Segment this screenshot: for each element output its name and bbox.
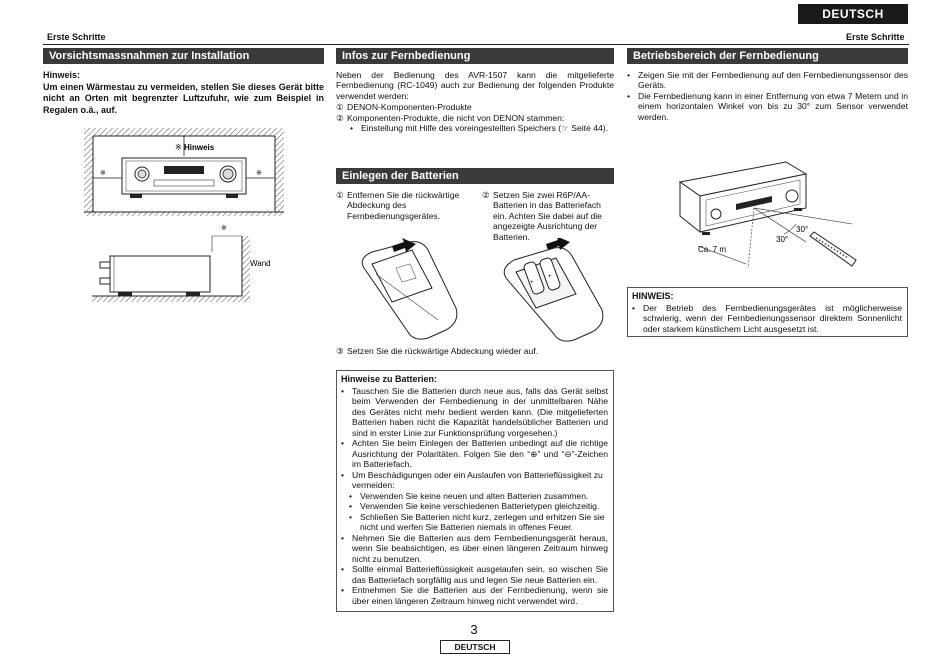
- section-label-left: Erste Schritte: [47, 32, 106, 42]
- operating-note-box: [627, 287, 908, 337]
- svg-text:+: +: [548, 274, 552, 280]
- list-item: • Um Beschädigungen oder ein Auslaufen von Batterieflüssigkeit zu vermeiden:: [341, 469, 603, 491]
- hinweis-text: Um einen Wärmestau zu vermeiden, stellen Sie dieses Gerät bitte nicht an Orten mit begrenzter Luftzufuhr, wie zum Beispiel in Regalen o.ä., auf.: [43, 81, 324, 115]
- language-tab: DEUTSCH: [798, 4, 908, 24]
- section-label-right: Erste Schritte: [846, 32, 905, 42]
- list-item: • Zeigen Sie mit der Fernbedienung auf den Fernbedienungssensor des Geräts.: [627, 70, 908, 91]
- mark-top: ※: [175, 143, 182, 152]
- wand-label: Wand: [250, 259, 271, 268]
- header-rule: [43, 44, 909, 45]
- installation-diagram-side: [92, 222, 272, 306]
- mark-side: ※: [221, 225, 227, 232]
- battery-step-1: ① Entfernen Sie die rückwärtige Abdeckung des Fernbedienungsgerätes.: [336, 190, 460, 221]
- sub-list-item: • Einstellung mit Hilfe des voreingestellten Speichers (☞ Seite 44).: [350, 123, 609, 134]
- list-item: • Tauschen Sie die Batterien durch neue aus, falls das Gerät selbst beim Verwenden der Fernbedienung in der unmittelbaren Nähe des Gerätes nicht mehr bedient werden kann. (Die mitgelieferten Batterien haben nicht die Kapazität handelsüblicher Batterien und sind in erster Linie zur Funktionsprüfung vorgesehen.): [341, 385, 608, 438]
- fig-hinweis-label: Hinweis: [184, 143, 215, 152]
- list-item: • Achten Sie beim Einlegen der Batterien unbedingt auf die richtige Ausrichtung der Polaritäten. Folgen Sie den “⊕” und “⊖”-Zeichen im Batteriefach.: [341, 438, 608, 470]
- distance-label: Ca. 7 m: [698, 245, 727, 254]
- mark-left: ※: [100, 170, 106, 177]
- list-item: • Nehmen Sie die Batterien aus dem Fernbedienungsgerät heraus, wenn Sie beabsichtigen, es über einen längeren Zeitraum hinweg nicht zu benutzen.: [341, 532, 608, 564]
- installation-diagram-top: [84, 128, 284, 220]
- remote-battery-illustration: [492, 238, 614, 342]
- list-item: • Der Betrieb des Fernbedienungsgerätes ist möglicherweise schwierig, wenn der Fernbedienungssensor direktem Sonnenlicht oder starkem künstlichem Licht ausgesetzt ist.: [632, 302, 902, 334]
- battery-step-2: ② Setzen Sie zwei R6P/AA-Batterien in das Batteriefach ein. Achten Sie dabei auf die angezeigte Ausrichtung der Batterien.: [482, 190, 602, 242]
- list-item: ② Komponenten-Produkte, die nicht von DENON stammen:: [336, 112, 565, 123]
- list-item: • Entnehmen Sie die Batterien aus der Fernbedienung, wenn sie über einen längeren Zeitraum hinweg nicht verwendet wird.: [341, 585, 608, 606]
- remote-intro: Neben der Bedienung des AVR-1507 kann die mitgelieferte Fernbedienung (RC-1049) auch zur Bedienung der folgenden Produkte verwendet werden:: [336, 70, 614, 101]
- remote-info: [336, 70, 614, 134]
- operating-range-diagram: [676, 160, 866, 278]
- heading-installation: Vorsichtsmassnahmen zur Installation: [43, 48, 324, 64]
- mark-right: ※: [256, 170, 262, 177]
- list-item: • Sollte einmal Batterieflüssigkeit ausgelaufen sein, so wischen Sie das Batteriefach sorgfältig aus und legen Sie neue Batterien ein.: [341, 564, 608, 585]
- remote-cover-illustration: [348, 238, 468, 342]
- sub-list-item: • Verwenden Sie keine neuen und alten Batterien zusammen.: [349, 490, 589, 501]
- angle-label-2: 30°: [776, 235, 789, 244]
- sub-list-item: • Verwenden Sie keine verschiedenen Batterietypen gleichzeitig.: [349, 501, 600, 512]
- hinweis-title: Hinweis:: [43, 70, 81, 80]
- svg-text:+: +: [530, 280, 534, 286]
- sub-list-item: • Schließen Sie Batterien nicht kurz, zerlegen und erhitzen Sie sie nicht und werfen Sie Batterien niemals in offenes Feuer.: [349, 511, 605, 533]
- heading-remote-info: Infos zur Fernbedienung: [336, 48, 614, 64]
- battery-notes-title: Hinweise zu Batterien:: [341, 374, 438, 384]
- operating-note-title: HINWEIS:: [632, 291, 674, 301]
- footer-language-tab: DEUTSCH: [440, 640, 510, 654]
- battery-step-3: ③ Setzen Sie die rückwärtige Abdeckung wieder auf.: [336, 346, 539, 356]
- list-item: • Die Fernbedienung kann in einer Entfernung von etwa 7 Metern und in einem horizontalen Winkel von bis zu 30° zum Sensor verwendet werden.: [627, 90, 908, 122]
- operating-range: [627, 70, 908, 122]
- page-number: 3: [470, 622, 478, 637]
- angle-label-1: 30°: [796, 225, 809, 234]
- heading-batteries: Einlegen der Batterien: [336, 168, 614, 184]
- heading-operating-range: Betriebsbereich der Fernbedienung: [627, 48, 908, 64]
- battery-notes-box: [336, 370, 614, 612]
- list-item: ① DENON-Komponenten-Produkte: [336, 102, 472, 113]
- installation-note: [43, 70, 324, 117]
